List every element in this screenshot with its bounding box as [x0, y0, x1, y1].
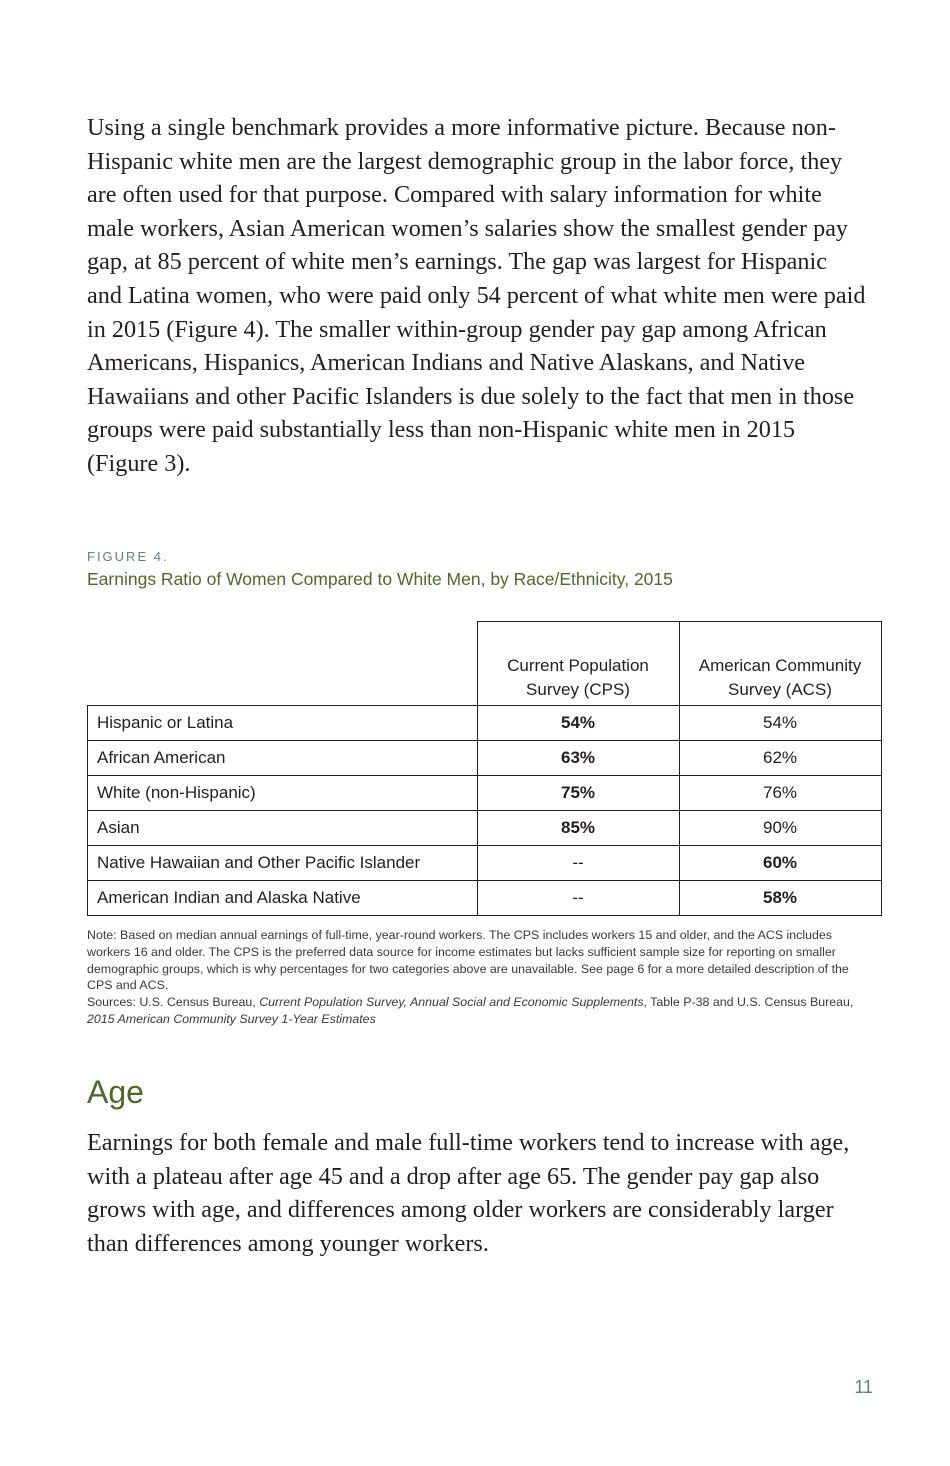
row-label: White (non-Hispanic) [88, 776, 478, 811]
cps-value: 75% [477, 776, 679, 811]
cps-value: -- [477, 881, 679, 916]
sources-middle: , Table P-38 and U.S. Census Bureau, [643, 995, 854, 1010]
acs-value: 58% [679, 881, 881, 916]
age-paragraph: Earnings for both female and male full-time workers tend to increase with age, with a plateau after age 45 and a drop after age 65. The gender pay gap also grows with age, and differences among older workers are considerably larger than differences among younger workers. [87, 1129, 850, 1257]
intro-paragraph: Using a single benchmark provides a more informative picture. Because non-Hispanic white men are the largest demographic group in the labor force, they are often used for that purpose. Compared with salary information for white male workers, Asian American women’s salaries show the smallest gender pay gap, at 85 percent of white men’s earnings. The gap was largest for Hispanic and Latina women, who were paid only 54 percent of what white men were paid in 2015 (Figure 4). The smaller within-group gender pay gap among African Americans, Hispanics, American Indians and Native Alaskans, and Native Hawaiians and other Pacific Islanders is due solely to the fact that men in those groups were paid substantially less than non-Hispanic white men in 2015 (Figure 3). [87, 114, 866, 477]
table-row [88, 706, 882, 741]
page-number: 11 [854, 1377, 873, 1397]
acs-value: 62% [679, 741, 881, 776]
table-row [88, 776, 882, 811]
row-label: Asian [88, 811, 478, 846]
sources-line [87, 994, 857, 1028]
earnings-ratio-table [87, 621, 882, 916]
table-row [88, 881, 882, 916]
cps-value: 54% [477, 706, 679, 741]
row-label: African American [88, 741, 478, 776]
figure-note [87, 927, 857, 1028]
cps-value: 85% [477, 811, 679, 846]
acs-value: 90% [679, 811, 881, 846]
sources-title-acs: 2015 American Community Survey 1-Year Estimates [87, 1011, 376, 1026]
table-body [88, 706, 882, 916]
cps-value: 63% [477, 741, 679, 776]
section-title-age: Age [87, 1074, 144, 1110]
table-row [88, 741, 882, 776]
column-header-cps: Current Population Survey (CPS) [477, 622, 679, 706]
acs-value: 60% [679, 846, 881, 881]
note-text: Note: Based on median annual earnings of full-time, year-round workers. The CPS includes workers 15 and older, and the ACS includes workers 16 and older. The CPS is the preferred data source for income estimates but lacks sufficient sample size for reporting on smaller demographic groups, which is why percentages for two categories above are unavailable. See page 6 for a more detailed description of the CPS and ACS. [87, 928, 849, 993]
row-label: Native Hawaiian and Other Pacific Islander [88, 846, 478, 881]
table-row [88, 811, 882, 846]
table-corner-cell [88, 622, 478, 706]
cps-value: -- [477, 846, 679, 881]
column-header-acs: American Community Survey (ACS) [679, 622, 881, 706]
row-label: Hispanic or Latina [88, 706, 478, 741]
acs-value: 54% [679, 706, 881, 741]
acs-value: 76% [679, 776, 881, 811]
figure-title: Earnings Ratio of Women Compared to White Men, by Race/Ethnicity, 2015 [87, 569, 673, 589]
table-header-row [88, 622, 882, 706]
row-label: American Indian and Alaska Native [88, 881, 478, 916]
figure-label: FIGURE 4. [87, 549, 169, 564]
table-row [88, 846, 882, 881]
sources-prefix: Sources: U.S. Census Bureau, [87, 995, 260, 1010]
sources-title-cps: Current Population Survey, Annual Social and Economic Supplements [259, 995, 644, 1010]
